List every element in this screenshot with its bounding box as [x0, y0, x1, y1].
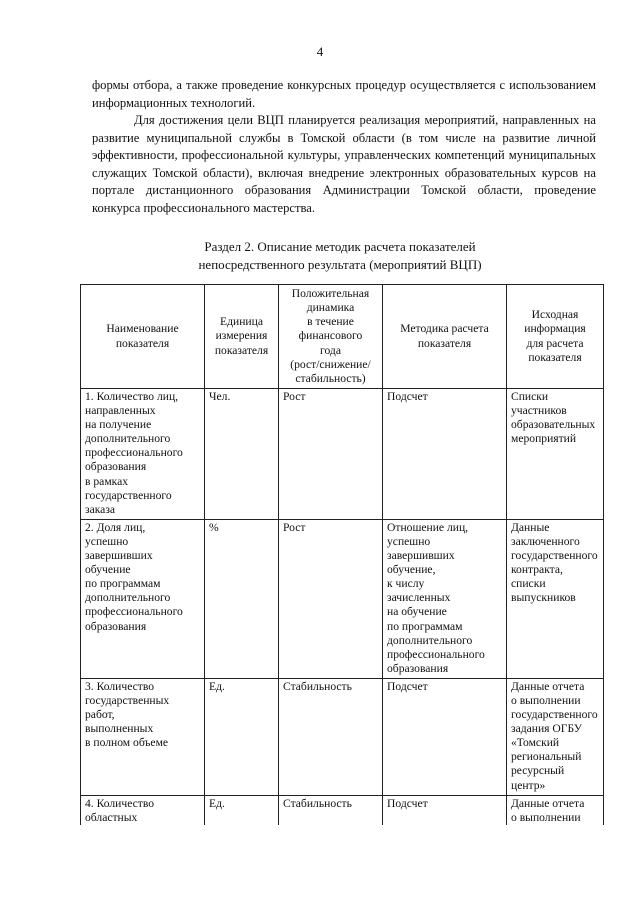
table-row	[81, 795, 604, 825]
header-dynamics: Положительная динамика в течение финансового года (рост/снижение/ стабильность)	[279, 285, 383, 389]
header-source: Исходная информация для расчета показателя	[507, 285, 604, 389]
header-unit: Единица измерения показателя	[205, 285, 279, 389]
cell-indicator-name: 4. Количество областных	[81, 795, 205, 825]
cell-dynamics: Рост	[279, 519, 383, 678]
table-row	[81, 678, 604, 795]
table-header-row	[81, 285, 604, 389]
header-indicator-name: Наименование показателя	[81, 285, 205, 389]
cell-method: Подсчет	[383, 678, 507, 795]
paragraph-2: Для достижения цели ВЦП планируется реализация мероприятий, направленных на развитие муниципальной службы в Томской области (в том числе на развитие личной эффективности, профессиональной культуры, управленческих компетенций муниципальных служащих Томской области), включая внедрение электронных образовательных курсов на портале дистанционного образования Администрации Томской области, проведение конкурса профессионального мастерства.	[92, 113, 596, 215]
cell-indicator-name: 3. Количество государственных работ, выполненных в полном объеме	[81, 678, 205, 795]
cell-unit: Чел.	[205, 389, 279, 520]
page-number: 4	[316, 44, 324, 59]
section-title-line-1: Раздел 2. Описание методик расчета показателей	[204, 239, 476, 254]
section-title-line-2: непосредственного результата (мероприятий ВЦП)	[198, 256, 482, 272]
cell-unit: Ед.	[205, 678, 279, 795]
cell-dynamics: Рост	[279, 389, 383, 520]
table-row	[81, 389, 604, 520]
cell-source: Данные отчета о выполнении государственного задания ОГБУ «Томский региональный ресурсный центр»	[507, 678, 604, 795]
metrics-table	[80, 284, 604, 825]
header-method: Методика расчета показателя	[383, 285, 507, 389]
cell-indicator-name: 1. Количество лиц, направленных на получение дополнительного профессионального образования в рамках государственного заказа	[81, 389, 205, 520]
cell-dynamics: Стабильность	[279, 678, 383, 795]
cell-dynamics: Стабильность	[279, 795, 383, 825]
section-title	[60, 238, 620, 273]
cell-source: Данные заключенного государственного контракта, списки выпускников	[507, 519, 604, 678]
cell-method: Отношение лиц, успешно завершивших обучение, к числу зачисленных на обучение по программам дополнительного профессионального образования	[383, 519, 507, 678]
cell-method: Подсчет	[383, 389, 507, 520]
cell-source: Списки участников образовательных мероприятий	[507, 389, 604, 520]
cell-source: Данные отчета о выполнении	[507, 795, 604, 825]
cell-unit: %	[205, 519, 279, 678]
table-row	[81, 519, 604, 678]
paragraph-1: формы отбора, а также проведение конкурсных процедур осуществляется с использованием информационных технологий.	[92, 78, 596, 110]
cell-method: Подсчет	[383, 795, 507, 825]
cell-unit: Ед.	[205, 795, 279, 825]
cell-indicator-name: 2. Доля лиц, успешно завершивших обучение по программам дополнительного профессионального образования	[81, 519, 205, 678]
